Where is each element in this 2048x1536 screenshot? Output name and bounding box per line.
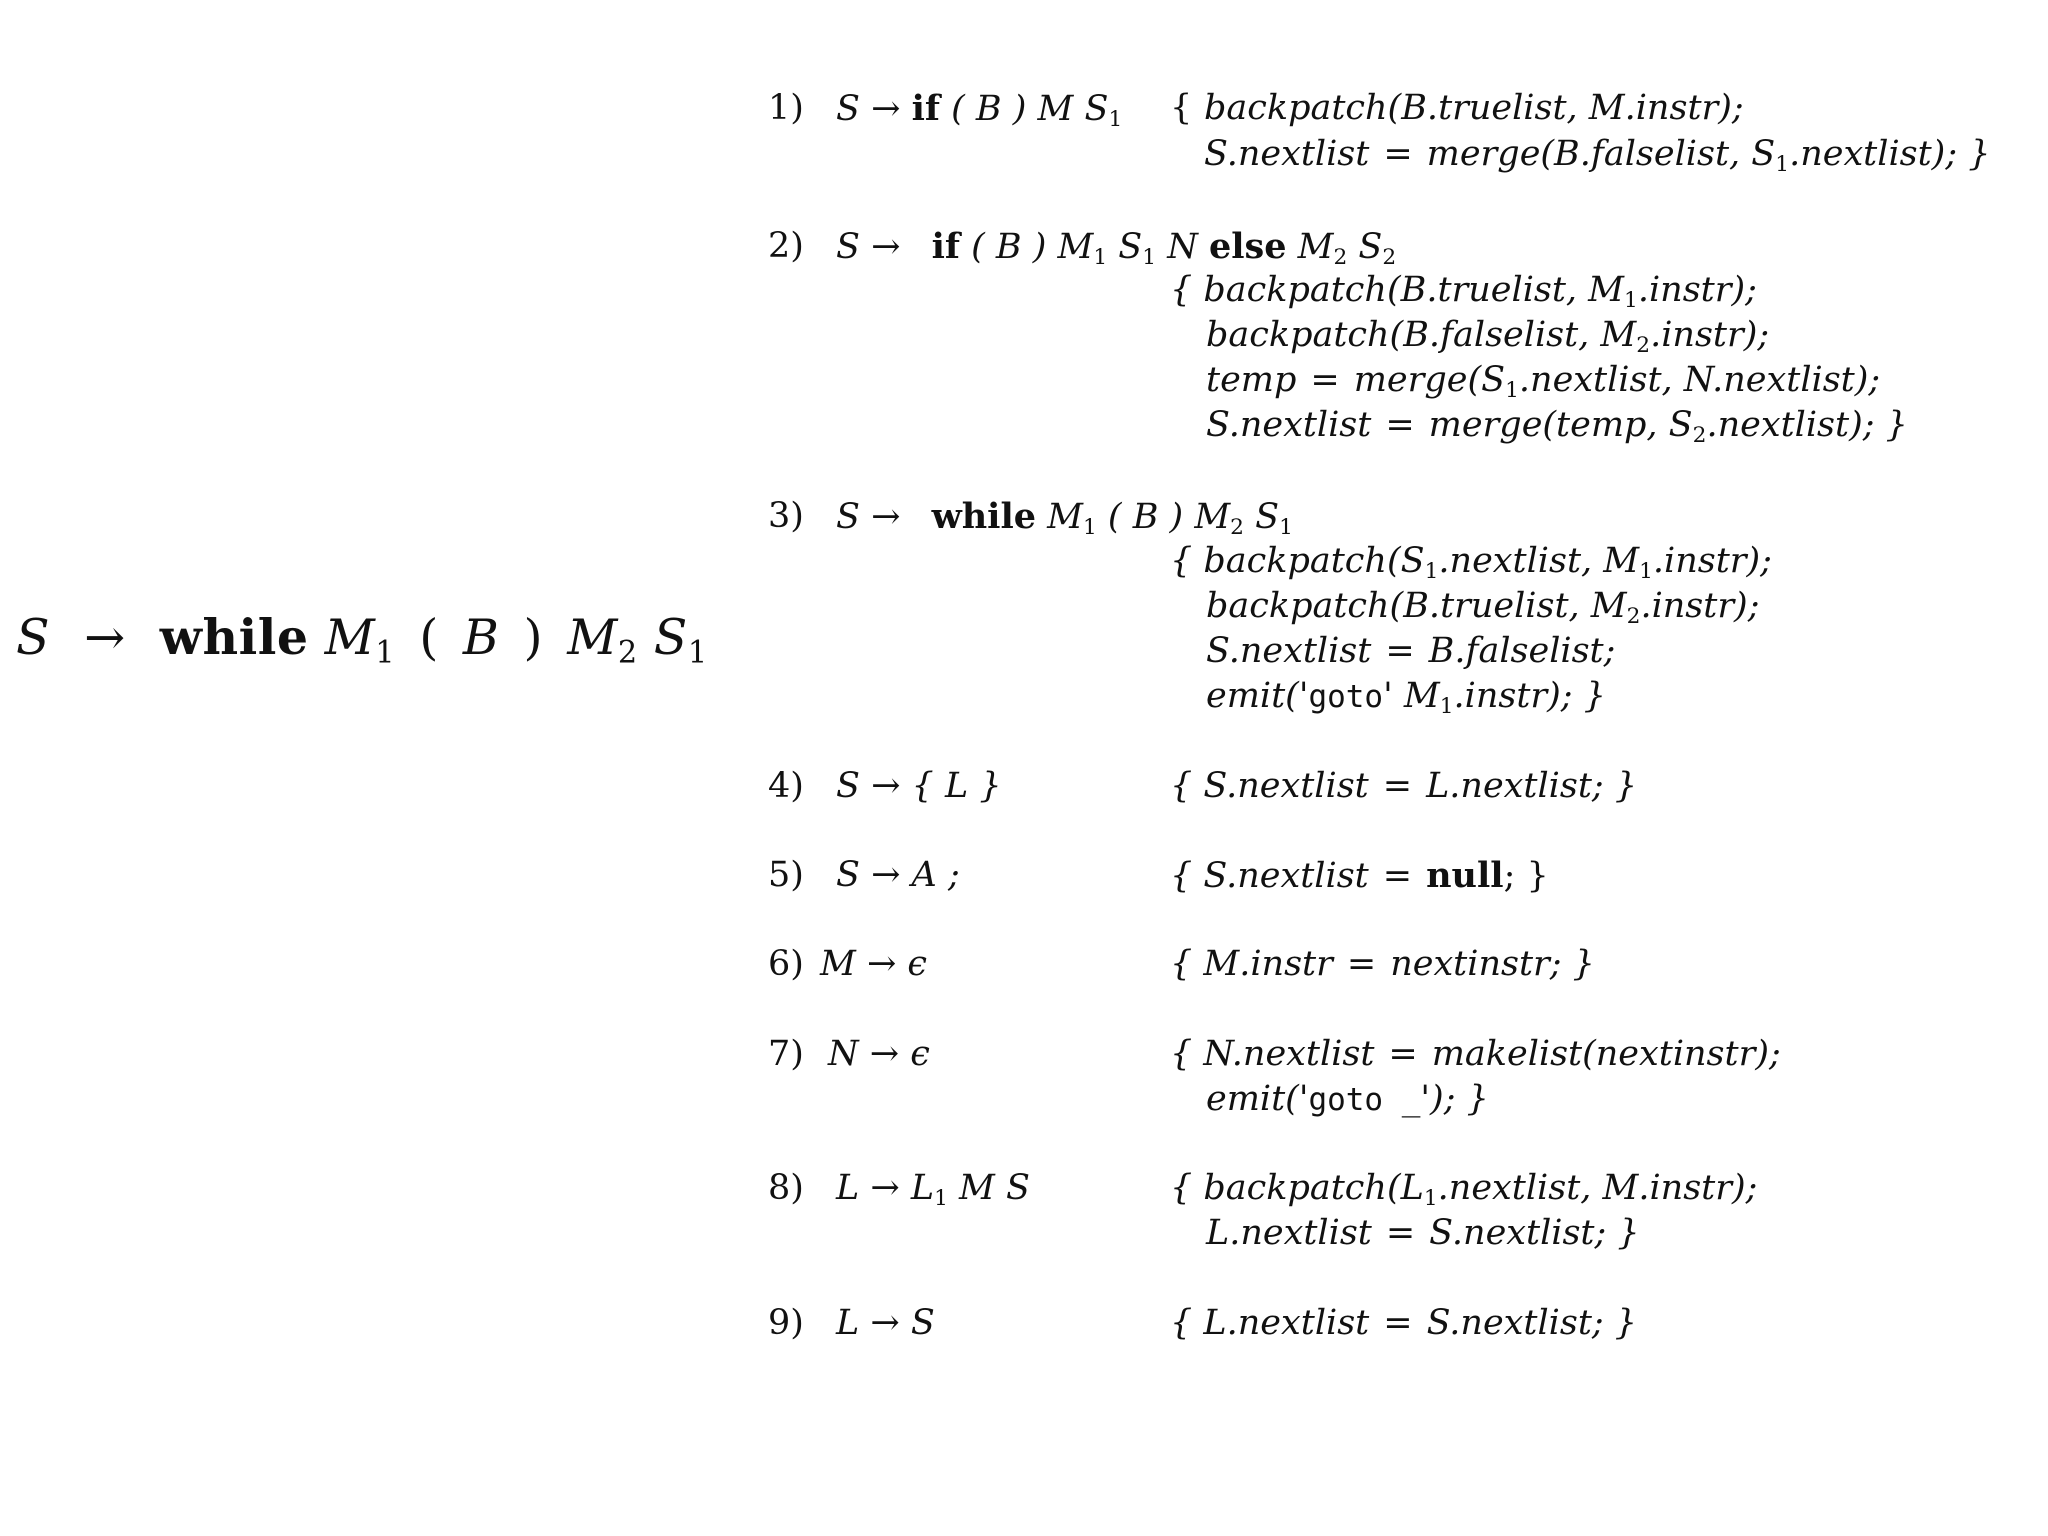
- rule-6-production: M → ϵ: [820, 944, 928, 984]
- rule-8-number: 8): [768, 1168, 804, 1208]
- rule-5-number: 5): [768, 855, 804, 895]
- rule-4-action: { S.nextlist = L.nextlist; }: [1170, 766, 1638, 806]
- rule-2-action-line-4: S.nextlist = merge(temp, $S_2.nextlist$); }: [1206, 405, 1908, 449]
- rule-3-number: 3): [768, 496, 804, 536]
- rule-9-action: { L.nextlist = S.nextlist; }: [1170, 1303, 1638, 1343]
- rule-7-action-line-1: { N.nextlist = makelist(nextinstr);: [1170, 1034, 1781, 1074]
- rule-6-number: 6): [768, 944, 804, 984]
- rule-9-number: 9): [768, 1303, 804, 1343]
- rule-2-production: S → if ( B ) $M_1$ $S_1$ N else $M_2$ $S_2$: [836, 226, 1397, 271]
- while-keyword: while: [159, 608, 309, 666]
- rule-1-number: 1): [768, 88, 804, 128]
- symbol-b: B: [462, 609, 500, 666]
- rule-8-action-line-2: L.nextlist = S.nextlist; }: [1206, 1213, 1640, 1253]
- rule-2-action-line-2: backpatch(B.falselist, $M_2.instr$);: [1206, 315, 1770, 359]
- rule-5-action: { S.nextlist = null; }: [1170, 855, 1549, 896]
- symbol-m2: $M_2$: [567, 609, 638, 671]
- rule-7-number: 7): [768, 1034, 804, 1074]
- right-paren: ): [523, 609, 544, 666]
- rule-1-production: S → if ( B ) M $S_1$: [836, 88, 1123, 133]
- rule-8-production: $L \to L_1$ M S: [836, 1168, 1030, 1212]
- symbol-m1: $M_1$: [324, 609, 396, 671]
- rule-6-action: { M.instr = nextinstr; }: [1170, 944, 1595, 984]
- rule-2-number: 2): [768, 226, 804, 266]
- rule-2-action-line-3: temp = $merge(S_1.nextlist$, N.nextlist);: [1206, 360, 1881, 404]
- rule-5-production: S → A ;: [836, 855, 960, 895]
- rule-4-production: S → { L }: [836, 766, 1002, 806]
- rule-3-action-line-4: emit('goto' $M_1.instr$); }: [1206, 676, 1606, 720]
- rule-3-action-line-1: { $backpatch(S_1.nextlist$, $M_1.instr$);: [1170, 541, 1772, 585]
- rule-3-action-line-3: S.nextlist = B.falselist;: [1206, 631, 1616, 671]
- rule-3-production: S → while $M_1$ ( B ) $M_2$ $S_1$: [836, 496, 1293, 541]
- production-lhs: S: [16, 609, 51, 666]
- rule-4-number: 4): [768, 766, 804, 806]
- left-paren: (: [419, 609, 439, 666]
- rule-1-action-line-2: S.nextlist = merge(B.falselist, $S_1.nextlist$); }: [1204, 134, 1991, 178]
- rule-1-open-brace: {: [1170, 88, 1193, 128]
- rule-2-action-line-1: { backpatch(B.truelist, $M_1.instr$);: [1170, 270, 1757, 314]
- rule-9-production: L → S: [836, 1303, 935, 1343]
- rule-1-action-line-1: backpatch(B.truelist, M.instr);: [1204, 88, 1744, 128]
- rule-7-production: N → ϵ: [828, 1034, 930, 1074]
- rule-8-action-line-1: { $backpatch(L_1.nextlist$, M.instr);: [1170, 1168, 1758, 1212]
- rule-7-action-line-2: emit('goto _'); }: [1206, 1079, 1489, 1119]
- rule-3-action-line-2: backpatch(B.truelist, $M_2.instr$);: [1206, 586, 1760, 630]
- symbol-s1: $S_1$: [653, 609, 708, 671]
- production-arrow: →: [84, 609, 126, 666]
